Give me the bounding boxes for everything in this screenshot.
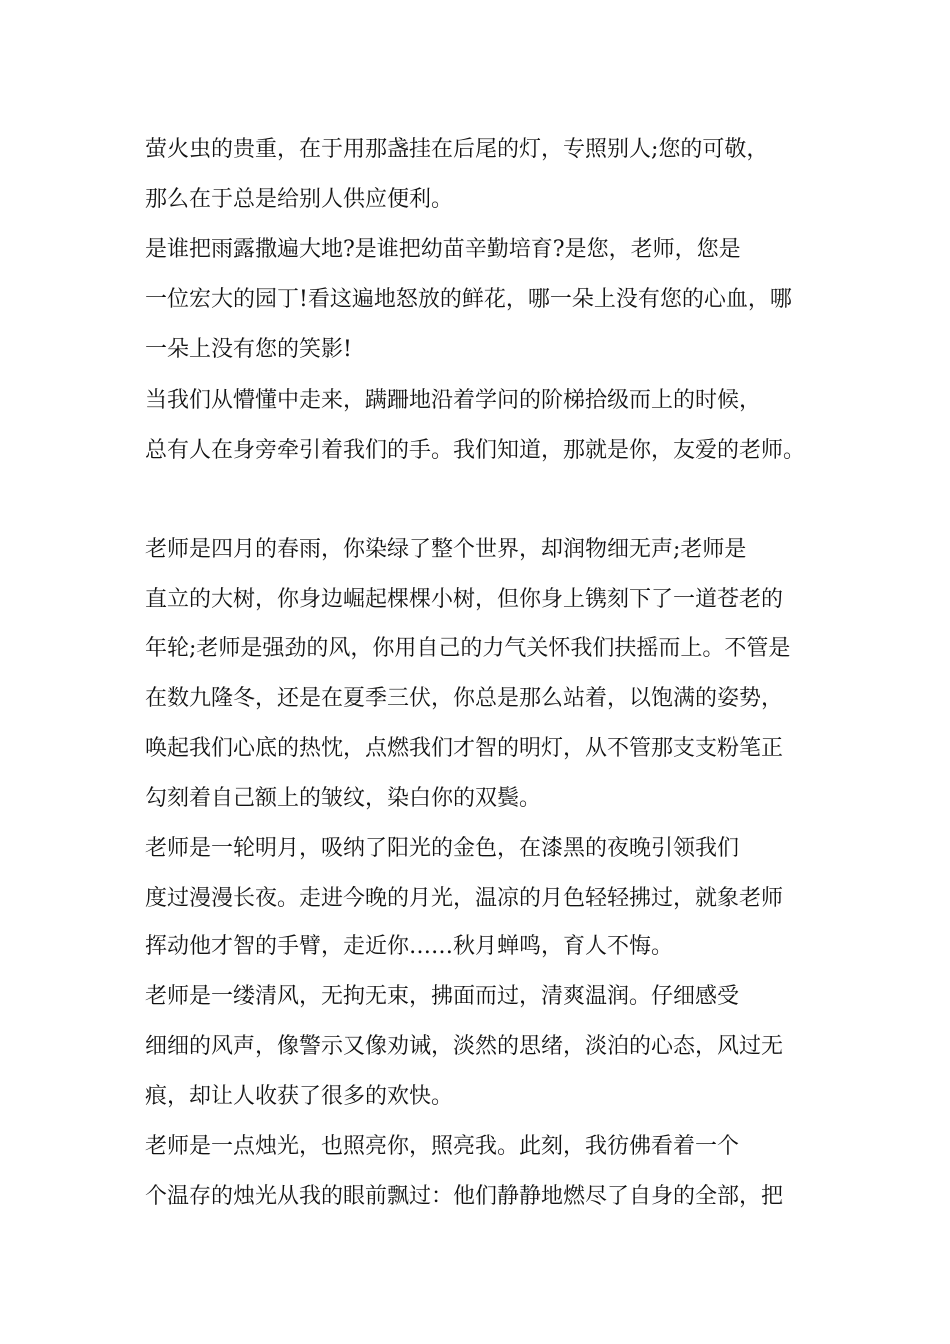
text-line-19: 痕，却让人收获了很多的欢快。 <box>145 1084 454 1109</box>
text-line-16: 挥动他才智的手臂，走近你……秋月蝉鸣，育人不悔。 <box>145 934 674 959</box>
text-line-13: 勾刻着自己额上的皱纹，染白你的双鬓。 <box>145 786 542 811</box>
text-line-17: 老师是一缕清风，无拘无束，拂面而过，清爽温润。仔细感受 <box>145 984 740 1009</box>
text-line-9: 直立的大树，你身边崛起棵棵小树，但你身上镌刻下了一道苍老的 <box>145 587 784 612</box>
text-line-1: 萤火虫的贵重，在于用那盏挂在后尾的灯，专照别人;您的可敬， <box>145 137 769 162</box>
text-line-12: 唤起我们心底的热忱，点燃我们才智的明灯，从不管那支支粉笔正 <box>145 736 784 761</box>
text-line-10: 年轮;老师是强劲的风，你用自己的力气关怀我们扶摇而上。不管是 <box>145 636 791 661</box>
text-line-2: 那么在于总是给别人供应便利。 <box>145 187 454 212</box>
text-line-20: 老师是一点烛光，也照亮你，照亮我。此刻，我彷佛看着一个 <box>145 1134 740 1159</box>
text-line-3: 是谁把雨露撒遍大地?是谁把幼苗辛勤培育?是您，老师，您是 <box>145 237 741 262</box>
text-line-21: 个温存的烛光从我的眼前飘过：他们静静地燃尽了自身的全部，把 <box>145 1184 784 1209</box>
text-line-5: 一朵上没有您的笑影! <box>145 337 352 362</box>
text-line-18: 细细的风声，像警示又像劝诫，淡然的思绪，淡泊的心态，风过无 <box>145 1034 784 1059</box>
text-line-8: 老师是四月的春雨，你染绿了整个世界，却润物细无声;老师是 <box>145 537 747 562</box>
text-line-11: 在数九隆冬，还是在夏季三伏，你总是那么站着，以饱满的姿势， <box>145 686 784 711</box>
text-line-15: 度过漫漫长夜。走进今晚的月光，温凉的月色轻轻拂过，就象老师 <box>145 886 784 911</box>
text-line-14: 老师是一轮明月，吸纳了阳光的金色，在漆黑的夜晚引领我们 <box>145 836 740 861</box>
text-line-6: 当我们从懵懂中走来，蹒跚地沿着学问的阶梯拾级而上的时候， <box>145 388 762 413</box>
text-line-4: 一位宏大的园丁!看这遍地怒放的鲜花，哪一朵上没有您的心血，哪 <box>145 287 792 312</box>
text-line-7: 总有人在身旁牵引着我们的手。我们知道，那就是你，友爱的老师。 <box>145 438 806 463</box>
